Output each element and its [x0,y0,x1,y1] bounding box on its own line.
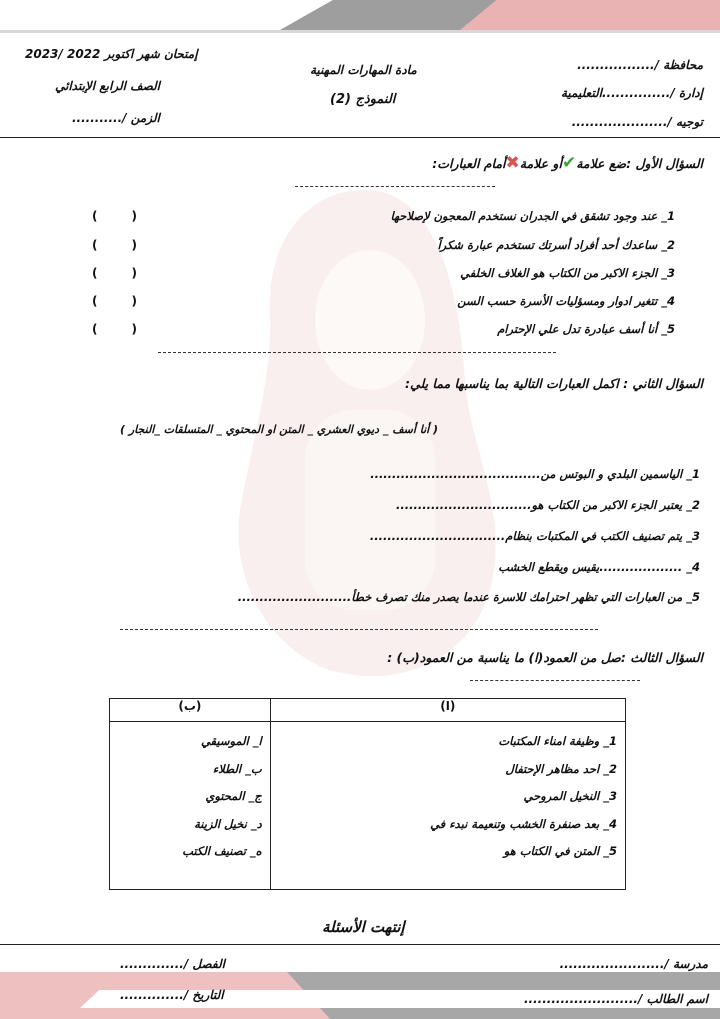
q1-answer-5[interactable]: ( ) [92,322,137,336]
end-of-questions: إنتهت الأسئلة [322,918,405,936]
q2-item-5: 5_ من العبارات التي تظهر احترامك للاسرة عندما يصدر منك تصرف خطأ.......................... [237,590,700,604]
q1-item-3: 3_ الجزء الاكبر من الكتاب هو الغلاف الخلفي [460,266,675,280]
q1-title-mid: أو علامة [519,156,562,171]
top-band-line [0,30,720,33]
class-field: الفصل /.............. [120,957,225,971]
q2-item-4: 4_ ...................يقيس ويقطع الخشب [498,560,700,574]
col-b-item-1: ا_ الموسيقي [200,734,262,748]
col-a-item-5: 5_ المتن في الكتاب هو [503,844,617,858]
model-label: النموذج (2) [330,92,396,107]
col-a-item-4: 4_ بعد صنفرة الخشب وتنعيمة نبدء في [430,816,617,831]
col-a-item-2: 2_ احد مظاهر الإحتفال [505,761,617,776]
q1-title-post: أمام العبارات: [432,156,506,171]
q2-word-bank: ( أنا أسف _ ديوي العشري _ المتن او المحتوي _ المتسلقات _النجار ) [120,423,439,436]
col-a-cell [270,722,625,890]
q1-item-4: 4_ تتغير ادوار ومسؤليات الأسرة حسب السن [457,294,675,308]
top-pink-band [460,0,720,30]
q1-answer-4[interactable]: ( ) [92,294,137,308]
q2-item-3: 3_ يتم تصنيف الكتب في المكتبات بنظام............................... [369,529,700,543]
q1-title [432,153,703,173]
footer-divider [0,944,720,945]
q1-answer-1[interactable]: ( ) [92,209,137,223]
col-a-header: (ا) [270,699,625,722]
q2-title: السؤال الثاني : اكمل العبارات التالية بما يناسبها مما يلي: [405,376,703,391]
header-divider [0,137,720,138]
administration-field: إدارة /...............التعليمية [560,86,703,100]
time-label: الزمن /........... [72,111,160,125]
governorate-field: محافظة /................. [577,58,703,72]
q1-title-pre: السؤال الأول :ضع علامة [576,156,703,171]
q3-title-underline [470,680,640,681]
q2-divider [120,629,598,630]
col-a-item-1: 1_ وظيفة امناء المكتبات [498,734,617,748]
col-b-item-2: ب_ الطلاء [212,761,262,776]
q1-item-2: 2_ ساعدك أحد أفراد أسرتك تستخدم عبارة شكراً [437,238,675,252]
cross-mark-icon: ✖ [505,153,520,173]
col-b-item-3: ج_ المحتوي [205,789,262,803]
col-a-item-3: 3_ النخيل المروحي [523,789,617,803]
exam-title: إمتحان شهر اكتوبر 2022 /2023 [25,47,198,61]
q3-title: السؤال الثالث :صل من العمود(ا) ما يناسبة من العمود(ب) : [387,650,703,665]
col-b-header: (ب) [110,699,271,722]
q1-item-5: 5_ أنا أسف عبادرة تدل علي الإحترام [497,322,675,336]
col-b-item-5: ه_ تصنيف الكتب [182,844,262,858]
col-b-cell [110,722,271,890]
date-field: التاريخ /.............. [120,988,224,1002]
q2-item-1: 1_ الياسمين البلدي و البوتس من....................................... [370,467,700,481]
q2-item-2: 2_ يعتبر الجزء الاكبر من الكتاب هو............................... [396,498,700,512]
q1-answer-2[interactable]: ( ) [92,238,137,252]
school-field: مدرسة /....................... [559,957,708,971]
subject-label: مادة المهارات المهنية [310,63,417,77]
direction-field: توجيه /..................... [571,115,703,129]
q1-answer-3[interactable]: ( ) [92,266,137,280]
q1-item-1: 1_ عند وجود تشقق في الجدران نستخدم المعجون لإصلاحها [390,209,675,223]
student-name-field: اسم الطالب /......................... [523,992,708,1006]
background-girl-watermark [210,150,520,690]
matching-table [109,698,626,890]
q1-divider [158,352,556,353]
q1-title-underline [295,186,495,187]
col-b-item-4: د_ نخيل الزينة [194,816,262,831]
grade-label: الصف الرابع الإبتدائي [55,79,160,93]
check-mark-icon: ✔ [561,153,577,173]
